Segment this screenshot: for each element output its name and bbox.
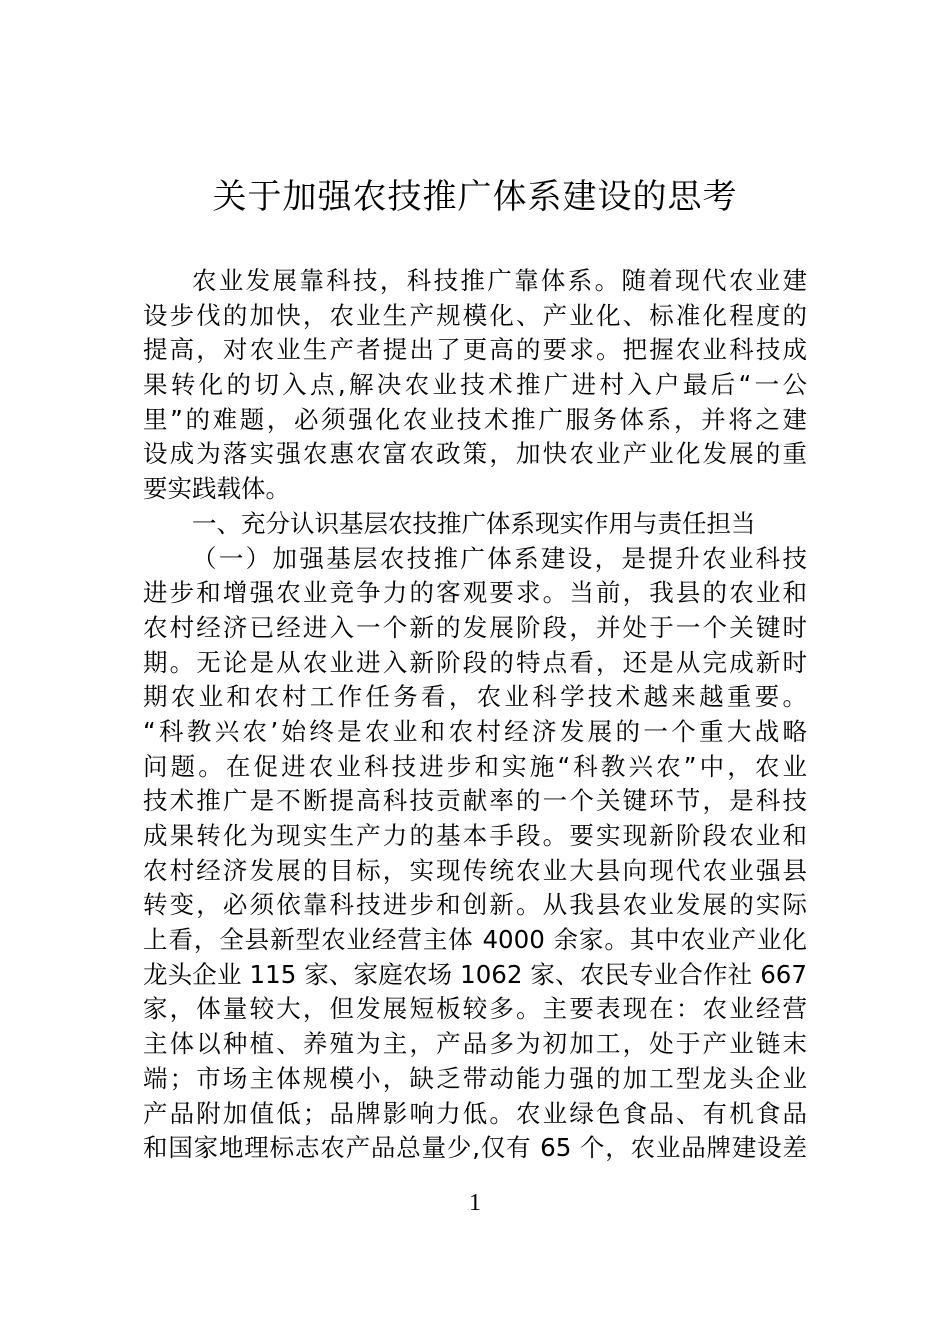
paragraph-line: 成果转化为现实生产力的基本手段。要实现新阶段农业和 bbox=[143, 821, 807, 850]
paragraph-line: 设步伐的加快，农业生产规模化、产业化、标准化程度的 bbox=[143, 300, 807, 330]
paragraph-line: 期农业和农村工作任务看，农业科学技术越来越重要。 bbox=[143, 682, 807, 712]
paragraph-line: 进步和增强农业竞争力的客观要求。当前，我县的农业和 bbox=[143, 578, 807, 608]
paragraph-line: 农业发展靠科技，科技推广靠体系。随着现代农业建 bbox=[192, 266, 807, 295]
paragraph-line: 上看，全县新型农业经营主体 4000 余家。其中农业产业化 bbox=[143, 925, 807, 955]
paragraph-line: 技术推广是不断提高科技贡献率的一个关键环节，是科技 bbox=[143, 786, 807, 816]
paragraph-line: 家，体量较大，但发展短板较多。主要表现在：农业经营 bbox=[143, 994, 807, 1024]
paragraph-line: 期。无论是从农业进入新阶段的特点看，还是从完成新时 bbox=[143, 647, 807, 677]
document-body bbox=[143, 264, 807, 1166]
paragraph-line: 提高，对农业生产者提出了更高的要求。把握农业科技成 bbox=[143, 335, 807, 365]
paragraph-line: “科教兴农’始终是农业和农村经济发展的一个重大战略 bbox=[143, 716, 807, 746]
paragraph-line: 转变，必须依靠科技进步和创新。从我县农业发展的实际 bbox=[143, 890, 807, 920]
paragraph-line: 主体以种植、养殖为主，产品多为初加工，处于产业链末 bbox=[143, 1029, 807, 1059]
paragraph-line: 龙头企业 115 家、家庭农场 1062 家、农民专业合作社 667 bbox=[143, 959, 807, 989]
document-title: 关于加强农技推广体系建设的思考 bbox=[212, 177, 738, 217]
paragraph-line: 农村经济已经进入一个新的发展阶段，并处于一个关键时 bbox=[143, 612, 807, 642]
paragraph-line: 要实践载体。 bbox=[143, 474, 290, 504]
paragraph-line: 产品附加值低；品牌影响力低。农业绿色食品、有机食品 bbox=[143, 1098, 807, 1128]
section-heading: 一、充分认识基层农技推广体系现实作用与责任担当 bbox=[192, 508, 756, 538]
paragraph-line: （一）加强基层农技推广体系建设，是提升农业科技 bbox=[192, 543, 807, 573]
paragraph-line: 端；市场主体规模小，缺乏带动能力强的加工型龙头企业 bbox=[143, 1063, 807, 1093]
paragraph-line: 果转化的切入点,解决农业技术推广进村入户最后“一公 bbox=[143, 370, 807, 400]
paragraph-line: 农村经济发展的目标，实现传统农业大县向现代农业强县 bbox=[143, 855, 807, 885]
paragraph-line: 里”的难题，必须强化农业技术推广服务体系，并将之建 bbox=[143, 404, 807, 434]
paragraph-line: 问题。在促进农业科技进步和实施“科教兴农”中，农业 bbox=[143, 751, 807, 781]
page-number: 1 bbox=[469, 1190, 481, 1216]
paragraph-line: 设成为落实强农惠农富农政策，加快农业产业化发展的重 bbox=[143, 439, 807, 469]
paragraph-line: 和国家地理标志农产品总量少,仅有 65 个，农业品牌建设差 bbox=[143, 1133, 807, 1163]
